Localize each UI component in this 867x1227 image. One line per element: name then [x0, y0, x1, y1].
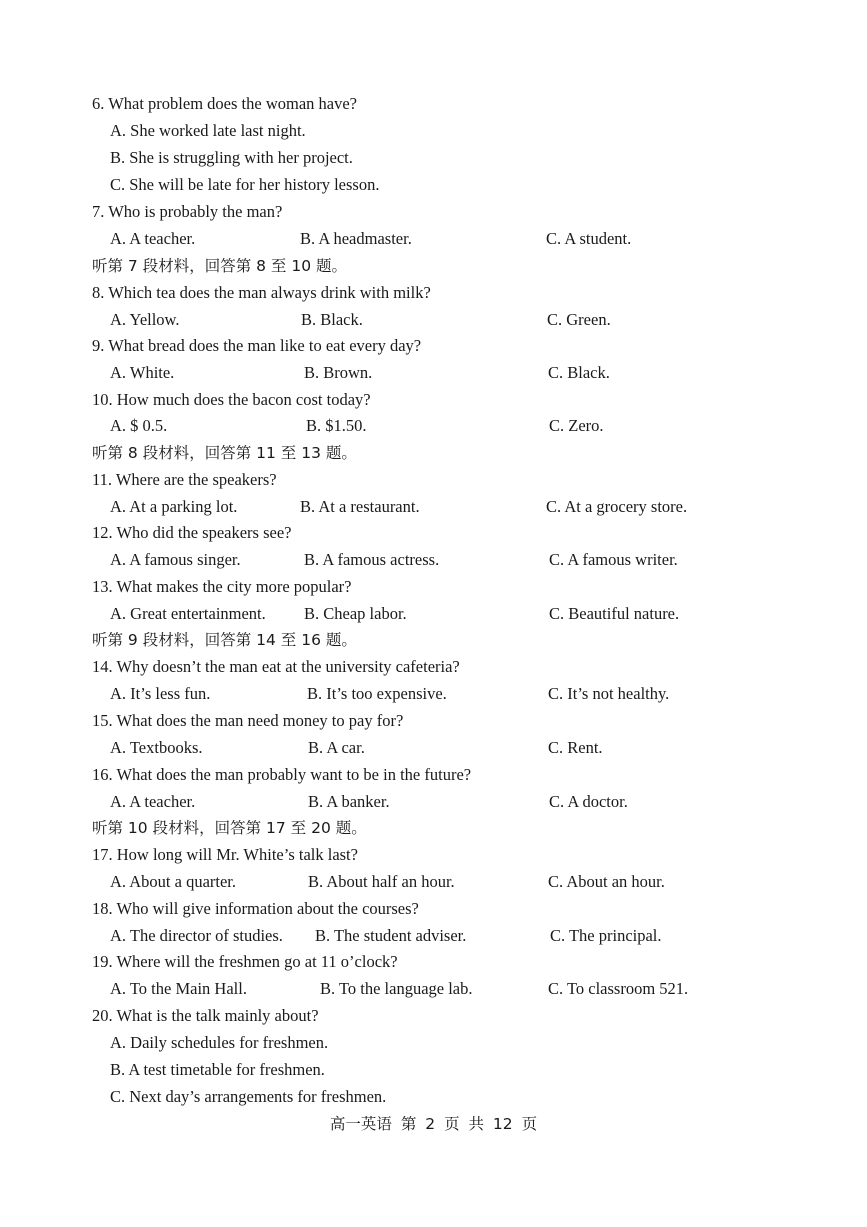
- question-15: 15. What does the man need money to pay for?: [92, 711, 404, 730]
- option-6a: A. She worked late last night.: [110, 121, 306, 140]
- option-10c: C. Zero.: [549, 416, 604, 435]
- question-14: 14. Why doesn’t the man eat at the university cafeteria?: [92, 657, 460, 676]
- option-20b: B. A test timetable for freshmen.: [110, 1060, 325, 1079]
- option-15c: C. Rent.: [548, 738, 603, 757]
- option-17a: A. About a quarter.: [110, 872, 237, 891]
- option-14c: C. It’s not healthy.: [548, 684, 670, 703]
- section-heading-9: 听第 9 段材料，回答第 14 至 16 题。: [92, 631, 357, 649]
- option-6b: B. She is struggling with her project.: [110, 148, 353, 167]
- option-19a: A. To the Main Hall.: [110, 979, 247, 998]
- option-13a: A. Great entertainment.: [110, 604, 266, 623]
- section-heading-10: 听第 10 段材料，回答第 17 至 20 题。: [92, 819, 367, 837]
- option-7a: A. A teacher.: [110, 229, 196, 248]
- option-18c: C. The principal.: [550, 926, 662, 945]
- question-7: 7. Who is probably the man?: [92, 202, 283, 221]
- option-19c: C. To classroom 521.: [548, 979, 689, 998]
- option-13b: B. Cheap labor.: [304, 604, 407, 623]
- option-13c: C. Beautiful nature.: [549, 604, 680, 623]
- option-12a: A. A famous singer.: [110, 550, 241, 569]
- option-20a: A. Daily schedules for freshmen.: [110, 1033, 329, 1052]
- option-11b: B. At a restaurant.: [300, 497, 420, 516]
- option-11a: A. At a parking lot.: [110, 497, 238, 516]
- option-8a: A. Yellow.: [110, 310, 180, 329]
- option-19b: B. To the language lab.: [320, 979, 473, 998]
- option-14b: B. It’s too expensive.: [307, 684, 447, 703]
- option-7c: C. A student.: [546, 229, 632, 248]
- option-9b: B. Brown.: [304, 363, 373, 382]
- option-17c: C. About an hour.: [548, 872, 665, 891]
- question-8: 8. Which tea does the man always drink with milk?: [92, 283, 431, 302]
- option-15a: A. Textbooks.: [110, 738, 203, 757]
- question-18: 18. Who will give information about the courses?: [92, 899, 419, 918]
- option-16b: B. A banker.: [308, 792, 390, 811]
- option-12b: B. A famous actress.: [304, 550, 440, 569]
- option-14a: A. It’s less fun.: [110, 684, 211, 703]
- option-6c: C. She will be late for her history lesson.: [110, 175, 380, 194]
- option-10a: A. $ 0.5.: [110, 416, 168, 435]
- question-13: 13. What makes the city more popular?: [92, 577, 352, 596]
- section-heading-7: 听第 7 段材料，回答第 8 至 10 题。: [92, 257, 348, 275]
- section-heading-8: 听第 8 段材料，回答第 11 至 13 题。: [92, 444, 357, 462]
- option-12c: C. A famous writer.: [549, 550, 678, 569]
- option-18a: A. The director of studies.: [110, 926, 283, 945]
- option-9a: A. White.: [110, 363, 175, 382]
- option-7b: B. A headmaster.: [300, 229, 412, 248]
- option-9c: C. Black.: [548, 363, 610, 382]
- question-6: 6. What problem does the woman have?: [92, 94, 357, 113]
- question-11: 11. Where are the speakers?: [92, 470, 277, 489]
- option-8c: C. Green.: [547, 310, 611, 329]
- question-20: 20. What is the talk mainly about?: [92, 1006, 319, 1025]
- page-footer: 高一英语 第 2 页 共 12 页: [329, 1115, 538, 1133]
- question-12: 12. Who did the speakers see?: [92, 523, 292, 542]
- question-16: 16. What does the man probably want to be in the future?: [92, 765, 472, 784]
- question-17: 17. How long will Mr. White’s talk last?: [92, 845, 358, 864]
- option-16c: C. A doctor.: [549, 792, 628, 811]
- option-18b: B. The student adviser.: [315, 926, 467, 945]
- option-8b: B. Black.: [301, 310, 363, 329]
- option-15b: B. A car.: [308, 738, 365, 757]
- option-16a: A. A teacher.: [110, 792, 196, 811]
- question-10: 10. How much does the bacon cost today?: [92, 390, 371, 409]
- option-11c: C. At a grocery store.: [546, 497, 688, 516]
- option-20c: C. Next day’s arrangements for freshmen.: [110, 1087, 387, 1106]
- question-9: 9. What bread does the man like to eat every day?: [92, 336, 422, 355]
- option-10b: B. $1.50.: [306, 416, 367, 435]
- question-19: 19. Where will the freshmen go at 11 o’clock?: [92, 952, 398, 971]
- option-17b: B. About half an hour.: [308, 872, 455, 891]
